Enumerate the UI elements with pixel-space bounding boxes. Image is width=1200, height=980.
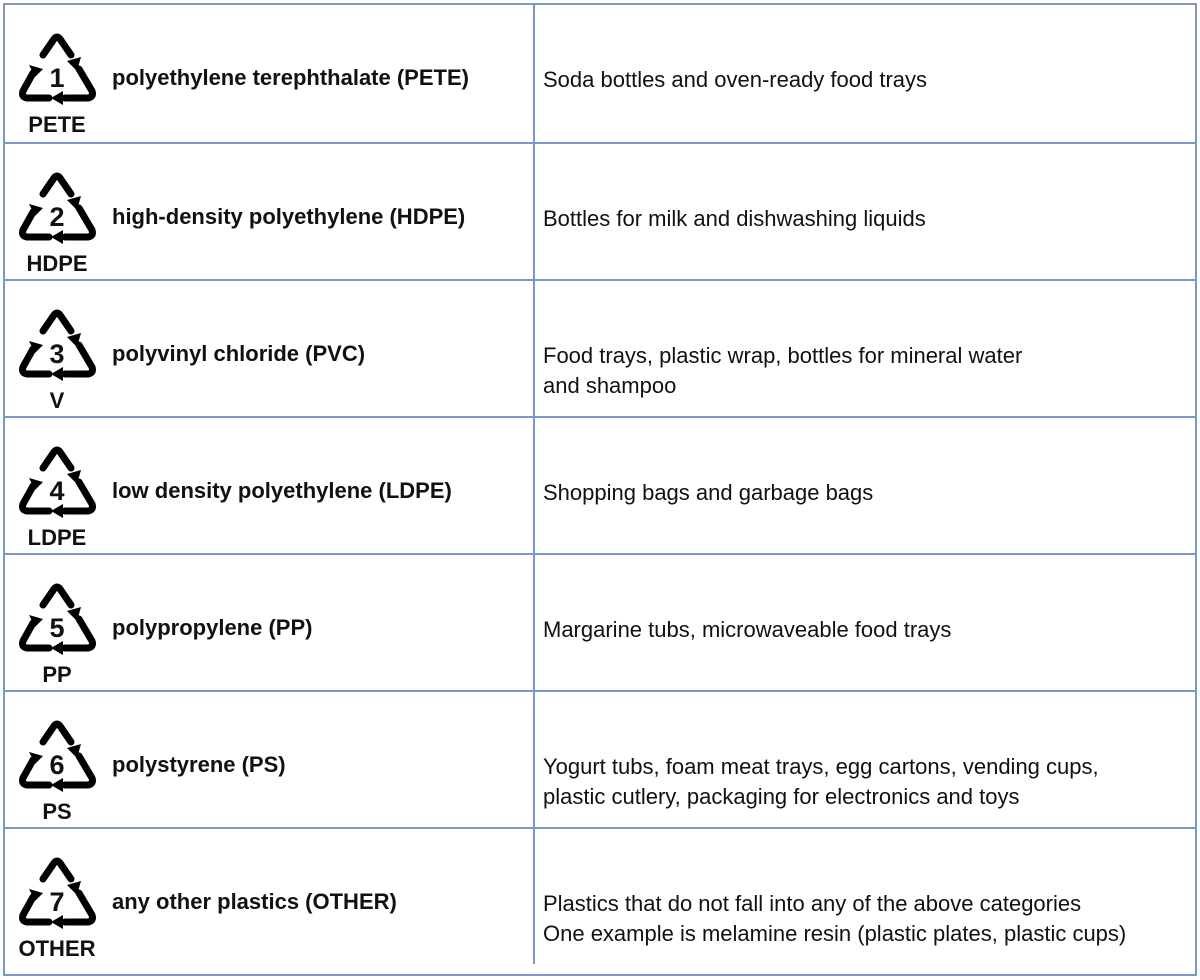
uses-cell [533, 418, 1195, 553]
uses-cell [533, 5, 1195, 142]
resin-code-symbol [15, 720, 99, 826]
resin-code-symbol [15, 309, 99, 415]
uses-text [543, 204, 926, 234]
uses-line: Food trays, plastic wrap, bottles for mineral water [543, 343, 1023, 368]
table-row [5, 142, 1195, 279]
resin-code-label: PS [42, 799, 72, 824]
plastic-type-cell [5, 5, 533, 142]
resin-number: 3 [49, 339, 65, 369]
uses-text [543, 478, 873, 508]
uses-line: Soda bottles and oven-ready food trays [543, 67, 928, 92]
resin-code-symbol [15, 33, 99, 139]
uses-line: Margarine tubs, microwaveable food trays [543, 617, 952, 642]
uses-text [543, 615, 951, 645]
plastic-name: any other plastics (OTHER) [112, 889, 397, 914]
plastic-type-cell [5, 555, 533, 690]
uses-line: Shopping bags and garbage bags [543, 480, 874, 505]
resin-code-label: V [49, 388, 65, 413]
uses-cell [533, 692, 1195, 827]
uses-line: plastic cutlery, packaging for electronics and toys [543, 784, 1020, 809]
resin-number: 7 [49, 887, 65, 917]
plastic-type-cell [5, 418, 533, 553]
resin-code-label: HDPE [26, 251, 88, 276]
resin-code-symbol [15, 583, 99, 689]
resin-code-label: OTHER [18, 936, 96, 961]
uses-line: Yogurt tubs, foam meat trays, egg cartons, vending cups, [543, 754, 1099, 779]
resin-number: 5 [49, 613, 65, 643]
uses-text [543, 889, 1126, 949]
resin-code-label: PP [42, 662, 72, 687]
uses-text [543, 65, 927, 95]
resin-number: 6 [49, 750, 65, 780]
uses-cell [533, 144, 1195, 279]
resin-code-label: LDPE [27, 525, 87, 550]
uses-line: Bottles for milk and dishwashing liquids [543, 206, 926, 231]
resin-code-symbol [15, 857, 99, 963]
plastic-type-cell [5, 829, 533, 964]
plastic-type-cell [5, 281, 533, 416]
plastic-name: polypropylene (PP) [112, 615, 313, 640]
plastic-name: low density polyethylene (LDPE) [112, 478, 452, 503]
table-row [5, 690, 1195, 827]
table-row [5, 553, 1195, 690]
resin-code-symbol [15, 172, 99, 278]
table-row [5, 279, 1195, 416]
uses-line: One example is melamine resin (plastic plates, plastic cups) [543, 921, 1127, 946]
table-row [5, 416, 1195, 553]
table-row [5, 5, 1195, 142]
table-row [5, 827, 1195, 964]
uses-cell [533, 555, 1195, 690]
uses-line: Plastics that do not fall into any of the above categories [543, 891, 1082, 916]
uses-line: and shampoo [543, 373, 677, 398]
plastic-name: polystyrene (PS) [112, 752, 286, 777]
resin-number: 1 [49, 63, 65, 93]
resin-number: 4 [49, 476, 65, 506]
uses-text [543, 341, 1022, 401]
plastic-name: high-density polyethylene (HDPE) [112, 204, 466, 229]
resin-code-label: PETE [28, 112, 86, 137]
uses-cell [533, 829, 1195, 964]
plastic-name: polyvinyl chloride (PVC) [112, 341, 366, 366]
plastic-type-cell [5, 692, 533, 827]
resin-number: 2 [49, 202, 65, 232]
uses-cell [533, 281, 1195, 416]
plastics-table [3, 3, 1197, 976]
plastic-type-cell [5, 144, 533, 279]
resin-code-symbol [15, 446, 99, 552]
uses-text [543, 752, 1099, 812]
plastic-name: polyethylene terephthalate (PETE) [112, 65, 469, 90]
